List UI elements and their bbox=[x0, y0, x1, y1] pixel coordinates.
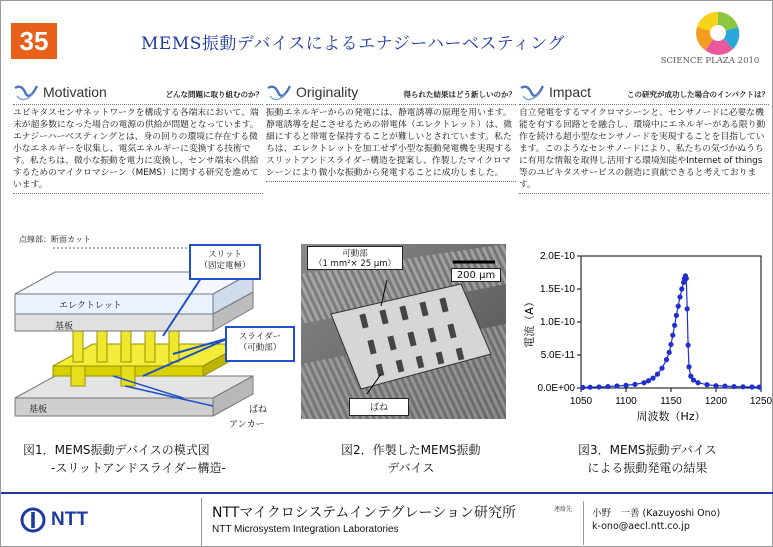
section-question: この研究が成功した場合のインパクトは？ bbox=[627, 90, 769, 99]
data-point bbox=[676, 304, 681, 309]
section-body: 自立発電をするマイクロマシーンと、センサノードに必要な機能を有する回路とを融合し、環境中にエネルギーがある限り動作を続ける超小型なセンサノードを実現することを目指しています。このようなセンサノードにより、私たちの気づかぬうちに有用な情報を取得し活用する環境知能やInternet of things等のユビキタスサービスの創造に貢献できると考えております。 bbox=[519, 107, 769, 194]
section-motivation bbox=[13, 81, 263, 194]
data-point bbox=[713, 383, 718, 388]
section-originality bbox=[266, 81, 516, 182]
y-tick-label: 2.0E-10 bbox=[539, 251, 575, 262]
figure-1-caption-line-2: -スリットアンドスライダー構造- bbox=[51, 461, 226, 475]
figure-1-schematic bbox=[13, 226, 303, 431]
data-point bbox=[667, 350, 672, 355]
section-question: 得られた結果はどう新しいのか？ bbox=[403, 90, 516, 99]
ntt-logo-text: NTT bbox=[51, 509, 88, 530]
ntt-logo bbox=[19, 506, 119, 534]
data-point bbox=[587, 385, 592, 390]
upper-substrate-label: 基板 bbox=[55, 322, 74, 332]
anchor-label: アンカー bbox=[229, 420, 265, 430]
figure-2-sem-image bbox=[301, 244, 506, 419]
y-tick-label: 0.0E+00 bbox=[537, 383, 575, 394]
x-tick-label: 1250 bbox=[749, 396, 773, 407]
data-point bbox=[641, 380, 646, 385]
figure-2-caption-line-1: 図2．作製したMEMS振動 bbox=[341, 443, 481, 457]
section-header bbox=[13, 81, 263, 105]
scale-bar-label: 200 μm bbox=[451, 268, 501, 282]
data-point bbox=[685, 306, 690, 311]
lower-substrate-label: 基板 bbox=[29, 405, 48, 415]
data-point bbox=[677, 294, 682, 299]
figure-2-caption bbox=[341, 441, 481, 477]
y-tick-label: 5.0E-11 bbox=[540, 350, 575, 361]
lab-name-english: NTT Microsystem Integration Laboratories bbox=[212, 524, 399, 535]
data-point bbox=[646, 378, 651, 383]
science-plaza-logo-text: SCIENCE PLAZA 2010 bbox=[660, 56, 760, 66]
contact-email[interactable]: k-ono@aecl.ntt.co.jp bbox=[592, 521, 690, 532]
contact-block bbox=[583, 501, 769, 545]
section-header bbox=[519, 81, 769, 105]
data-point bbox=[672, 323, 677, 328]
y-tick-label: 1.0E-10 bbox=[539, 317, 575, 328]
section-swoosh-icon bbox=[266, 82, 292, 104]
y-tick-label: 1.5E-10 bbox=[539, 284, 575, 295]
current-vs-frequency-chart bbox=[521, 244, 773, 434]
section-swoosh-icon bbox=[13, 82, 39, 104]
data-point bbox=[580, 385, 585, 390]
data-point bbox=[686, 364, 691, 369]
section-swoosh-icon bbox=[519, 82, 545, 104]
lab-name-block bbox=[201, 498, 569, 546]
data-point bbox=[749, 384, 754, 389]
sem-spring-label: ばね bbox=[349, 398, 409, 416]
figure-1-caption bbox=[23, 441, 226, 477]
data-point bbox=[668, 342, 673, 347]
data-point bbox=[596, 384, 601, 389]
slit-callout: スリット （固定電極） bbox=[189, 244, 261, 280]
data-point bbox=[684, 276, 689, 281]
data-point bbox=[704, 382, 709, 387]
data-point bbox=[650, 376, 655, 381]
movable-part-size: （1 mm²× 25 μm） bbox=[313, 259, 397, 269]
slider-callout: スライダー （可動部） bbox=[225, 326, 295, 362]
figure-3-caption bbox=[578, 441, 717, 477]
data-point bbox=[679, 286, 684, 291]
figure-3-caption-line-2: による振動発電の結果 bbox=[587, 461, 708, 475]
section-name: Originality bbox=[296, 84, 359, 100]
section-body: ユビキタスセンサネットワークを構成する各端末において、端末が超多数になった場合の電源の供給が問題となっています。エナジーハーベスティングとは、身の回りの環境に存在する微小なエネルギーを収集し、電気エネルギーに変換する技術です。私たちは、微小な振動を電力に変換し、センサ端末へ供給するためのマイクロマシーン（MEMS）に関する研究を進めています。 bbox=[13, 107, 263, 194]
section-body: 振動エネルギーからの発電には、静電誘導の原理を用います。静電誘導を起こさせるための帯電体（エレクトレット）は、微細にすると帯電を保持することが難しいとされています。私たちは、エレクトレットを加工せず小型な振動発電機を実現するスリットアンドスライダー構造を提案し、作製したマイクロマシーンにより微小な振動から発電することに成功しました。 bbox=[266, 107, 516, 182]
data-point bbox=[686, 343, 691, 348]
section-header bbox=[266, 81, 516, 105]
dotted-line-note: 点線部：断面カット bbox=[19, 235, 91, 244]
lab-name-japanese: NTTマイクロシステムインテグレーション研究所 bbox=[212, 505, 516, 521]
data-point bbox=[664, 357, 669, 362]
section-name: Impact bbox=[549, 84, 592, 100]
x-tick-label: 1200 bbox=[704, 396, 728, 407]
movable-part-title: 可動部 bbox=[342, 249, 368, 259]
contact-label: 連絡先 bbox=[554, 506, 573, 513]
data-point bbox=[674, 313, 679, 318]
data-point bbox=[623, 383, 628, 388]
poster-number-badge: 35 bbox=[11, 23, 57, 59]
section-impact bbox=[519, 81, 769, 194]
data-point bbox=[659, 366, 664, 371]
ntt-logo-icon bbox=[19, 506, 47, 534]
data-point bbox=[757, 385, 762, 390]
x-tick-label: 1050 bbox=[569, 396, 593, 407]
data-point bbox=[605, 384, 610, 389]
x-tick-label: 1100 bbox=[615, 396, 637, 407]
spring-label: ばね bbox=[249, 405, 268, 415]
figure-1-caption-line-1: 図1．MEMS振動デバイスの模式図 bbox=[23, 443, 210, 457]
data-point bbox=[722, 384, 727, 389]
y-axis-label: 電流（A） bbox=[523, 296, 536, 348]
figure-2-caption-line-2: デバイス bbox=[387, 461, 435, 475]
figure-3-caption-line-1: 図3．MEMS振動デバイス bbox=[578, 443, 717, 457]
x-axis-label: 周波数（Hz） bbox=[636, 410, 706, 423]
electret-label: エレクトレット bbox=[59, 301, 122, 311]
data-point bbox=[691, 377, 696, 382]
section-name: Motivation bbox=[43, 84, 107, 100]
data-point bbox=[740, 384, 745, 389]
poster-title: MEMS振動デバイスによるエナジーハーベスティング bbox=[141, 34, 565, 54]
data-point bbox=[695, 380, 700, 385]
data-point bbox=[655, 372, 660, 377]
science-plaza-logo bbox=[689, 9, 747, 59]
movable-part-label bbox=[307, 246, 403, 270]
figure-3-chart bbox=[521, 244, 773, 434]
chart-plot-area bbox=[581, 256, 761, 388]
data-point bbox=[632, 382, 637, 387]
data-point bbox=[670, 333, 675, 338]
footer-divider bbox=[1, 492, 773, 494]
contact-name: 小野 一善 (Kazuyoshi Ono) bbox=[592, 508, 721, 519]
data-point bbox=[614, 383, 619, 388]
section-question: どんな問題に取り組むのか？ bbox=[165, 90, 263, 99]
data-point bbox=[731, 384, 736, 389]
x-tick-label: 1150 bbox=[660, 396, 682, 407]
